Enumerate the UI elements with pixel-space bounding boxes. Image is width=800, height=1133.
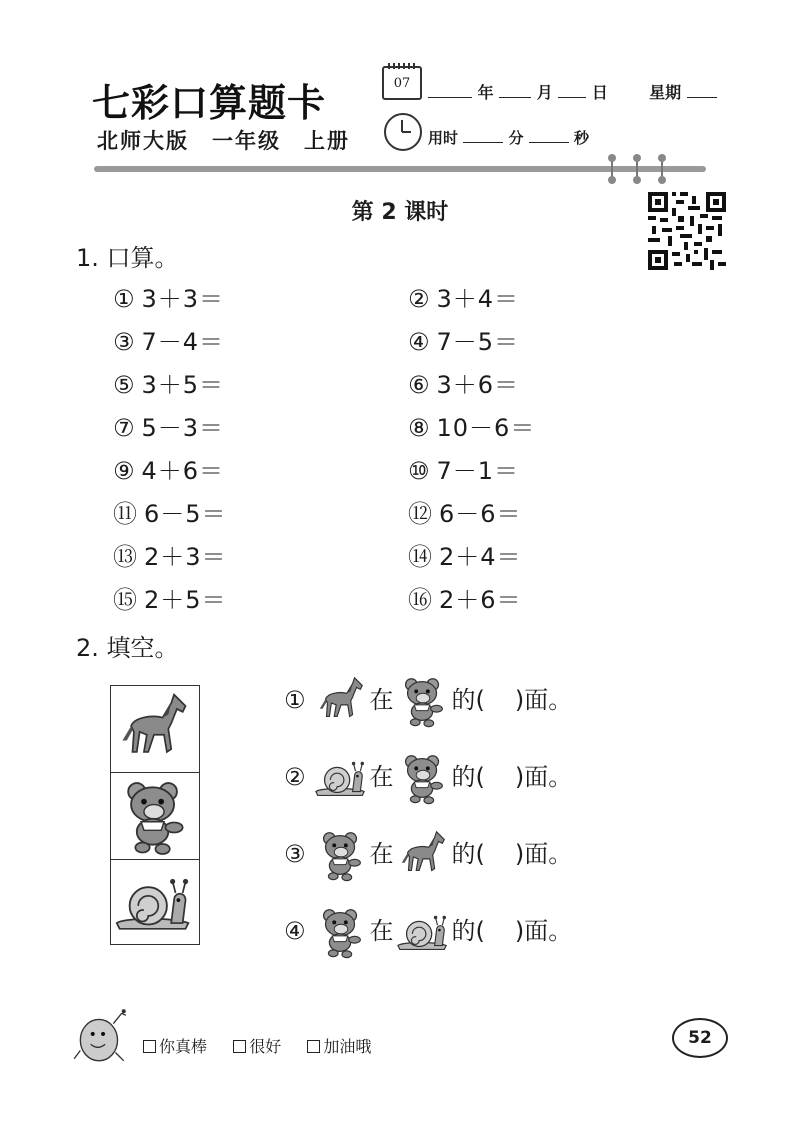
arithmetic-problem[interactable] (408, 494, 522, 529)
position-statement (284, 672, 572, 730)
statement-number: ④ (284, 917, 306, 945)
section1-title: 1. 口算。 (76, 244, 179, 272)
picture-cell-horse (111, 686, 199, 773)
word-face: )面。 (514, 917, 573, 945)
time-used-label: 用时 (428, 129, 459, 147)
problem-number: ⑧ (408, 414, 431, 442)
seconds-blank[interactable] (529, 128, 569, 143)
page-number: 52 (672, 1018, 728, 1058)
word-at: 在 (369, 917, 394, 945)
seconds-label: 秒 (573, 129, 589, 147)
position-statement (284, 749, 572, 807)
calendar-icon (382, 66, 422, 100)
arithmetic-problem[interactable] (113, 365, 224, 400)
brand-title: 七彩口算题卡 (92, 80, 327, 125)
word-face: )面。 (514, 763, 573, 791)
lesson-title: 第 2 课时 (351, 200, 449, 225)
statement-number: ③ (284, 840, 306, 868)
word-of: 的( (451, 917, 485, 945)
picture-cell-bear (111, 773, 199, 860)
arithmetic-problem[interactable] (408, 451, 519, 486)
clock-icon (384, 113, 422, 151)
rating-option[interactable]: 你真棒 (143, 1037, 207, 1056)
arithmetic-problem[interactable] (408, 580, 522, 615)
arithmetic-problem[interactable] (408, 408, 535, 443)
problem-number: ⑦ (113, 414, 136, 442)
problem-expression: 10－6＝ (436, 414, 536, 442)
problem-expression: 3＋5＝ (141, 371, 225, 399)
month-label: 月 (536, 83, 553, 102)
mascot-icon (70, 1005, 132, 1067)
word-of: 的( (451, 686, 485, 714)
snail-icon (394, 903, 452, 961)
problem-number: ⑩ (408, 457, 431, 485)
rating-option[interactable]: 很好 (233, 1037, 281, 1056)
problem-expression: 7－5＝ (436, 328, 520, 356)
self-rating (143, 1034, 371, 1057)
section2-title: 2. 填空。 (76, 634, 179, 662)
arithmetic-problem[interactable] (113, 537, 227, 572)
statement-number: ② (284, 763, 306, 791)
header-divider (94, 166, 706, 172)
problem-number: ⑫ (408, 500, 433, 528)
arithmetic-problem[interactable] (113, 580, 227, 615)
arithmetic-problem[interactable] (408, 537, 522, 572)
problem-expression: 2＋4＝ (439, 543, 522, 571)
word-at: 在 (369, 840, 394, 868)
word-at: 在 (369, 763, 394, 791)
position-statement (284, 903, 572, 961)
snail-icon (312, 749, 370, 807)
problem-expression: 2＋3＝ (144, 543, 227, 571)
arithmetic-problem[interactable] (113, 322, 224, 357)
problem-expression: 2＋6＝ (439, 586, 522, 614)
problem-expression: 2＋5＝ (144, 586, 227, 614)
problem-expression: 5－3＝ (141, 414, 225, 442)
picture-cell-snail (111, 860, 199, 946)
problem-expression: 3＋6＝ (436, 371, 520, 399)
problem-number: ⑬ (113, 543, 138, 571)
problem-number: ⑥ (408, 371, 431, 399)
problem-number: ④ (408, 328, 431, 356)
arithmetic-problem[interactable] (408, 365, 519, 400)
calendar-day: 07 (393, 76, 411, 91)
word-face: )面。 (514, 840, 573, 868)
weekday-label: 星期 (649, 83, 682, 102)
problem-expression: 3＋3＝ (141, 285, 225, 313)
divider-pin (661, 156, 663, 182)
bear-icon (394, 672, 452, 730)
arithmetic-problem[interactable] (113, 451, 224, 486)
year-label: 年 (477, 83, 494, 102)
statement-number: ① (284, 686, 306, 714)
minutes-label: 分 (508, 129, 524, 147)
problem-number: ⑤ (113, 371, 136, 399)
bear-icon (111, 773, 197, 859)
problem-number: ⑮ (113, 586, 138, 614)
problem-number: ⑨ (113, 457, 136, 485)
arithmetic-problem[interactable] (113, 494, 227, 529)
date-line (428, 80, 717, 103)
bear-icon (312, 826, 370, 884)
problem-number: ⑪ (113, 500, 138, 528)
month-blank[interactable] (499, 83, 531, 98)
arithmetic-problem[interactable] (113, 408, 224, 443)
bear-icon (312, 903, 370, 961)
minutes-blank[interactable] (463, 128, 503, 143)
problem-number: ⑭ (408, 543, 433, 571)
edition-label: 北师大版 一年级 上册 (97, 129, 350, 153)
problem-number: ③ (113, 328, 136, 356)
problem-expression: 4＋6＝ (141, 457, 225, 485)
horse-icon (111, 686, 197, 772)
word-face: )面。 (514, 686, 573, 714)
arithmetic-problem[interactable] (408, 279, 519, 314)
bear-icon (394, 749, 452, 807)
problem-number: ⑯ (408, 586, 433, 614)
word-of: 的( (451, 840, 485, 868)
horse-icon (312, 672, 370, 730)
rating-option[interactable]: 加油哦 (307, 1037, 371, 1056)
divider-pin (611, 156, 613, 182)
picture-reference-column (110, 685, 200, 945)
problem-expression: 6－5＝ (144, 500, 227, 528)
checkbox-icon[interactable] (307, 1040, 320, 1053)
checkbox-icon[interactable] (233, 1040, 246, 1053)
problem-expression: 7－1＝ (436, 457, 520, 485)
problem-number: ② (408, 285, 431, 313)
problem-expression: 7－4＝ (141, 328, 225, 356)
arithmetic-problem[interactable] (113, 279, 224, 314)
day-label: 日 (591, 83, 608, 102)
weekday-blank[interactable] (687, 83, 717, 98)
year-blank[interactable] (428, 83, 472, 98)
problem-expression: 6－6＝ (439, 500, 522, 528)
horse-icon (394, 826, 452, 884)
word-of: 的( (451, 763, 485, 791)
problem-expression: 3＋4＝ (436, 285, 520, 313)
position-statement (284, 826, 572, 884)
checkbox-icon[interactable] (143, 1040, 156, 1053)
qr-code-icon[interactable] (648, 192, 726, 270)
word-at: 在 (369, 686, 394, 714)
divider-pin (636, 156, 638, 182)
arithmetic-problem[interactable] (408, 322, 519, 357)
day-blank[interactable] (558, 83, 586, 98)
problem-number: ① (113, 285, 136, 313)
time-line (428, 127, 589, 148)
snail-icon (111, 860, 197, 946)
